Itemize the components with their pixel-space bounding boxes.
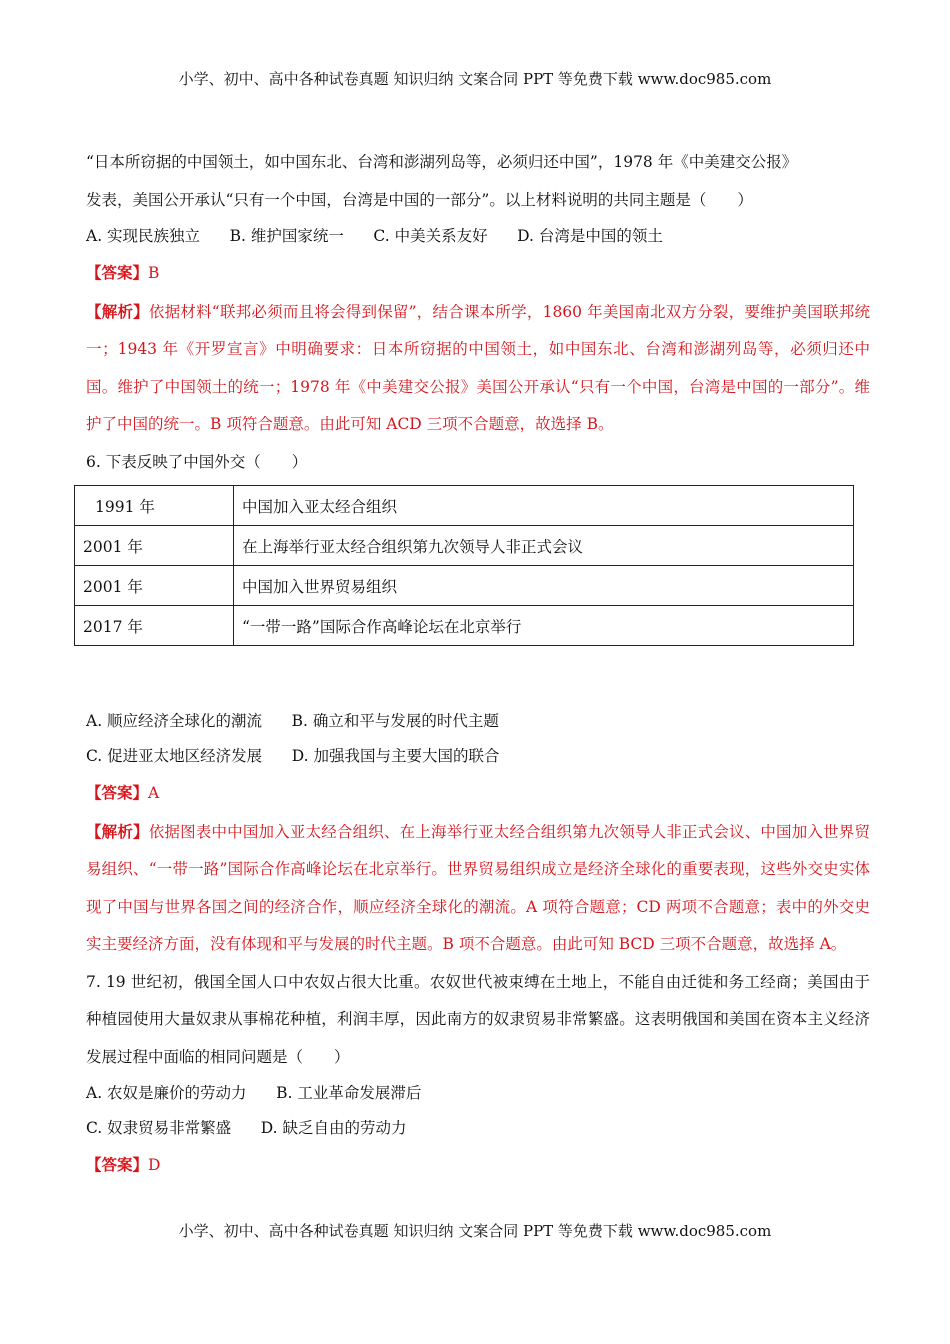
q6-options-line1: A. 顺应经济全球化的潮流 B. 确立和平与发展的时代主题 [86, 712, 499, 730]
answer-label: 【答案】 [86, 263, 149, 282]
answer-label: 【答案】 [86, 783, 149, 802]
table-cell-year: 2001 年 [75, 526, 234, 566]
table-cell-event: 中国加入亚太经合组织 [234, 486, 854, 526]
q6-answer [86, 774, 870, 813]
q7-options-line1: A. 农奴是廉价的劳动力 B. 工业革命发展滞后 [86, 1084, 422, 1102]
q6-answer-value: A [148, 784, 160, 802]
table-cell-year: 2001 年 [75, 566, 234, 606]
q6-options-line2: C. 促进亚太地区经济发展 D. 加强我国与主要大国的联合 [86, 747, 500, 765]
q5-answer [86, 254, 870, 293]
spacer [86, 646, 870, 704]
q5-stem-line1: “日本所窃据的中国领土，如中国东北、台湾和澎湖列岛等，必须归还中国”，1978 年《中美建交公报》 [86, 153, 798, 171]
q7-stem: 7. 19 世纪初，俄国全国人口中农奴占很大比重。农奴世代被束缚在土地上，不能自由迁徙和务工经商；美国由于种植园使用大量奴隶从事棉花种植，利润丰厚，因此南方的奴隶贸易非常繁盛。这表明俄国和美国在资本主义经济发展过程中面临的相同问题是（ ） [86, 972, 870, 1066]
analysis-label: 【解析】 [86, 821, 149, 841]
q7-options-line2: C. 奴隶贸易非常繁盛 D. 缺乏自由的劳动力 [86, 1119, 407, 1137]
table-cell-event: 在上海举行亚太经合组织第九次领导人非正式会议 [234, 526, 854, 566]
table-row [75, 566, 854, 606]
q6-stem: 6. 下表反映了中国外交（ ） [86, 452, 308, 471]
q5-analysis [86, 293, 870, 444]
table-row [75, 606, 854, 646]
q5-analysis-text: 依据材料“联邦必须而且将会得到保留”，结合课本所学，1860 年美国南北双方分裂，要维护美国联邦统一；1943 年《开罗宣言》中明确要求：日本所窃据的中国领土，如中国东北、台湾和澎湖列岛等，必须归还中国。维护了中国领土的统一；1978 年《中美建交公报》美国公开承认“只有一个中国，台湾是中国的一部分”。维护了中国的统一。B 项符合题意。由此可知 ACD 三项不合题意，故选择 B。 [86, 302, 870, 433]
table-cell-event: “一带一路”国际合作高峰论坛在北京举行 [234, 606, 854, 646]
table-row [75, 486, 854, 526]
q6-analysis-text: 依据图表中中国加入亚太经合组织、在上海举行亚太经合组织第九次领导人非正式会议、中国加入世界贸易组织、“一带一路”国际合作高峰论坛在北京举行。世界贸易组织成立是经济全球化的重要表现，这些外交史实体现了中国与世界各国之间的经济合作，顺应经济全球化的潮流。A 项符合题意；CD 两项不合题意；表中的外交史实主要经济方面，没有体现和平与发展的时代主题。B 项不合题意。由此可知 BCD 三项不合题意，故选择 A。 [86, 822, 870, 953]
q6-table [74, 485, 854, 646]
analysis-label: 【解析】 [86, 301, 149, 321]
table-cell-year: 1991 年 [75, 486, 234, 526]
page-header: 小学、初中、高中各种试卷真题 知识归纳 文案合同 PPT 等免费下载 www.doc985.com [178, 70, 772, 88]
table-row [75, 526, 854, 566]
q5-answer-value: B [148, 264, 160, 282]
page-footer: 小学、初中、高中各种试卷真题 知识归纳 文案合同 PPT 等免费下载 www.doc985.com [178, 1222, 772, 1240]
q7-answer [86, 1146, 870, 1185]
table-cell-year: 2017 年 [75, 606, 234, 646]
q7-answer-value: D [148, 1156, 161, 1174]
q5-stem-line2: 发表，美国公开承认“只有一个中国，台湾是中国的一部分”。以上材料说明的共同主题是（ ） [86, 190, 753, 209]
table-cell-event: 中国加入世界贸易组织 [234, 566, 854, 606]
answer-label: 【答案】 [86, 1155, 149, 1174]
q5-options: A. 实现民族独立 B. 维护国家统一 C. 中美关系友好 D. 台湾是中国的领土 [86, 227, 663, 245]
q6-analysis [86, 813, 870, 964]
document-body [83, 144, 870, 1185]
